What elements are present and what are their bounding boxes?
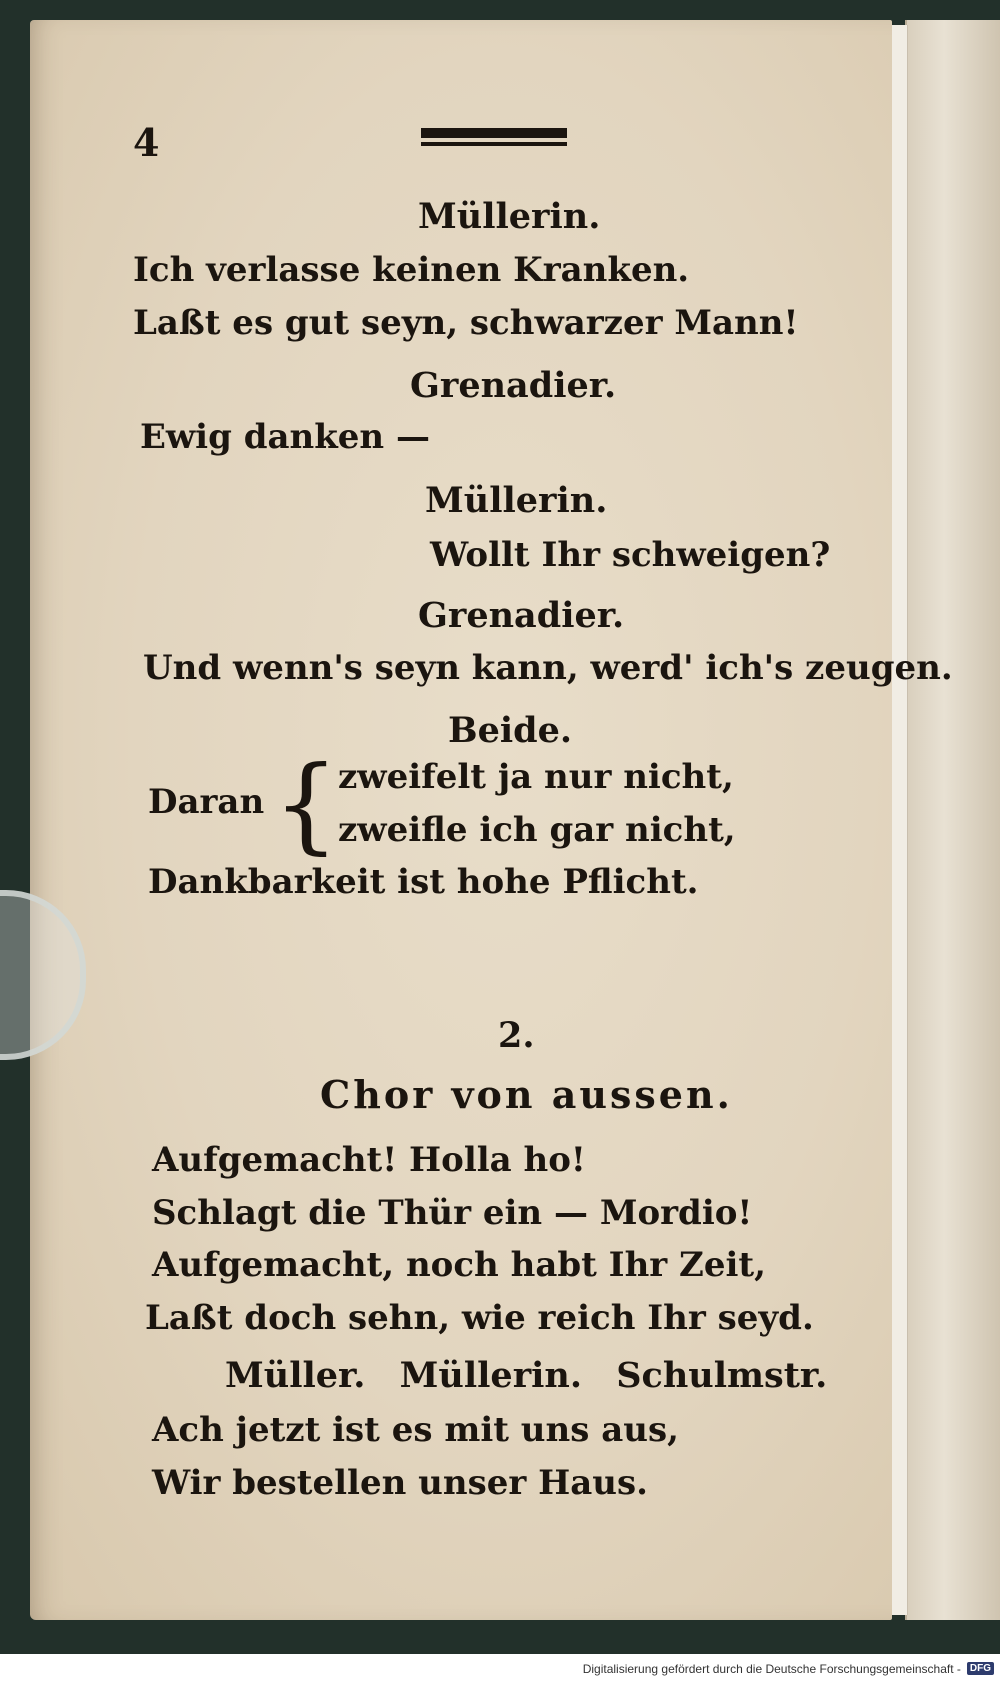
speaker-grenadier: Grenadier. bbox=[410, 365, 617, 406]
speaker-muellerin: Müllerin. bbox=[418, 196, 601, 237]
speaker-muellerin: Müllerin. bbox=[425, 480, 608, 521]
page-edge-strip bbox=[890, 25, 908, 1615]
verse-line: Wollt Ihr schweigen? bbox=[430, 535, 831, 575]
section-heading: Chor von aussen. bbox=[320, 1072, 733, 1117]
verse-line: Ewig danken — bbox=[140, 417, 430, 457]
speakers-line: Müller. Müllerin. Schulmstr. bbox=[225, 1355, 828, 1396]
verse-line: Dankbarkeit ist hohe Pflicht. bbox=[148, 862, 699, 902]
section-number: 2. bbox=[498, 1015, 535, 1056]
footer-bar bbox=[0, 1654, 1000, 1683]
verse-line: Und wenn's seyn kann, werd' ich's zeugen. bbox=[143, 648, 953, 688]
verse-line: Ich verlasse keinen Kranken. bbox=[133, 250, 690, 290]
speaker-grenadier: Grenadier. bbox=[418, 595, 625, 636]
verse-line: Aufgemacht! Holla ho! bbox=[152, 1140, 586, 1180]
brace-symbol: { bbox=[273, 743, 340, 865]
verse-line: Daran bbox=[148, 782, 265, 822]
verse-line: Laßt doch sehn, wie reich Ihr seyd. bbox=[145, 1298, 814, 1338]
verse-line: zweifle ich gar nicht, bbox=[338, 810, 736, 850]
next-page-edge bbox=[905, 20, 1000, 1620]
verse-line: Laßt es gut seyn, schwarzer Mann! bbox=[133, 303, 799, 343]
header-rule bbox=[421, 128, 567, 154]
verse-line: zweifelt ja nur nicht, bbox=[338, 757, 734, 797]
verse-line: Schlagt die Thür ein — Mordio! bbox=[152, 1193, 753, 1233]
speaker-beide: Beide. bbox=[448, 710, 573, 751]
footer-credit: Digitalisierung gefördert durch die Deutsche Forschungsgemeinschaft - bbox=[582, 1661, 961, 1676]
verse-line: Wir bestellen unser Haus. bbox=[152, 1463, 648, 1503]
verse-line: Aufgemacht, noch habt Ihr Zeit, bbox=[152, 1245, 766, 1285]
verse-line: Ach jetzt ist es mit uns aus, bbox=[152, 1410, 679, 1450]
dfg-logo: DFG bbox=[967, 1662, 994, 1675]
page-number: 4 bbox=[133, 120, 160, 165]
